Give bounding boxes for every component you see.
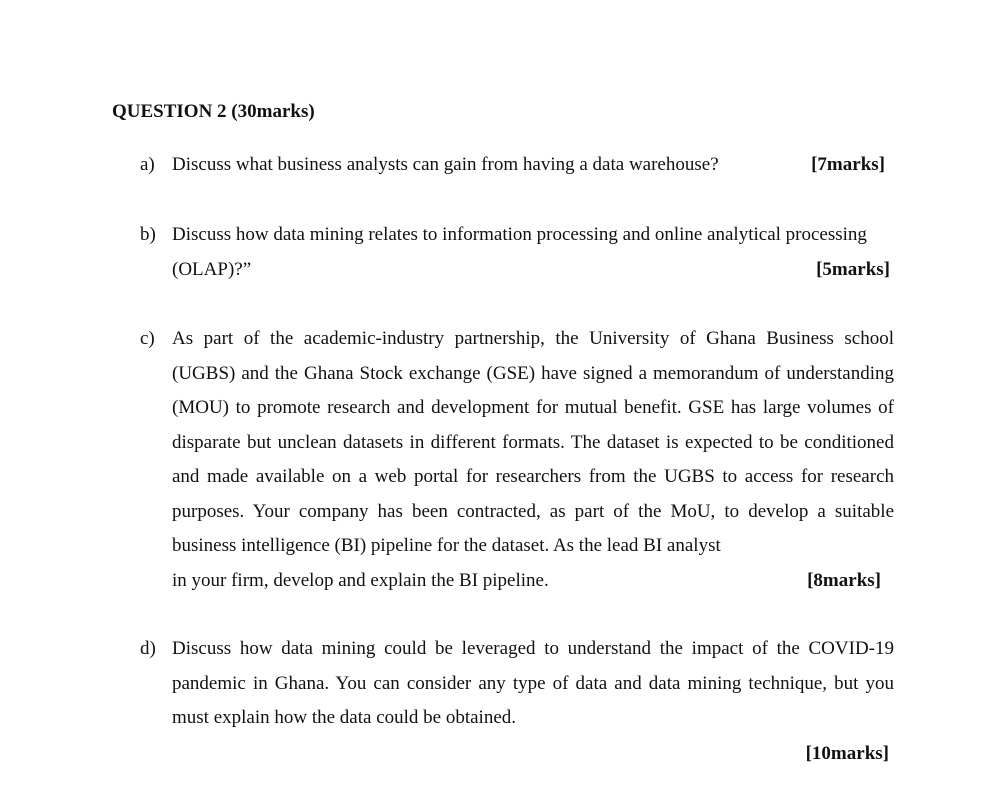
question-d: [140, 632, 894, 736]
question-heading: QUESTION 2 (30marks): [112, 101, 315, 122]
question-c-marks: [8marks]: [807, 569, 881, 591]
question-c-text: As part of the academic-industry partnership, the University of Ghana Business school (UGBS) and the Ghana Stock exchange (GSE) have signed a memorandum of understanding (MOU) to promote research and development for mutual benefit. GSE has large volumes of disparate but unclean datasets in different formats. The dataset is expected to be conditioned and made available on a web portal for researchers from the UGBS to access for research purposes. Your company has been contracted, as part of the MoU, to develop a suitable business intelligence (BI) pipeline for the dataset. As the lead BI analyst: [172, 328, 894, 556]
question-a-label: a): [140, 154, 155, 175]
question-c: [140, 322, 894, 598]
question-a-marks: [7marks]: [811, 154, 885, 175]
question-c-label: c): [140, 328, 155, 349]
question-d-label: d): [140, 638, 156, 659]
question-b-label: b): [140, 224, 156, 245]
question-b-marks: [5marks]: [816, 258, 890, 280]
question-b: [140, 218, 894, 287]
question-d-text: Discuss how data mining could be leveraged to understand the impact of the COVID-19 pandemic in Ghana. You can consider any type of data and data mining technique, but you must explain how the data could be obtained.: [172, 638, 894, 728]
question-d-marks: [10marks]: [805, 743, 889, 764]
question-c-text-last-line: in your firm, develop and explain the BI pipeline.: [172, 569, 549, 591]
question-a-text: Discuss what business analysts can gain from having a data warehouse?: [172, 154, 719, 175]
question-b-text: Discuss how data mining relates to information processing and online analytical processing: [172, 224, 867, 245]
question-a: [140, 148, 894, 183]
question-b-text-continued: (OLAP)?”: [172, 258, 252, 280]
